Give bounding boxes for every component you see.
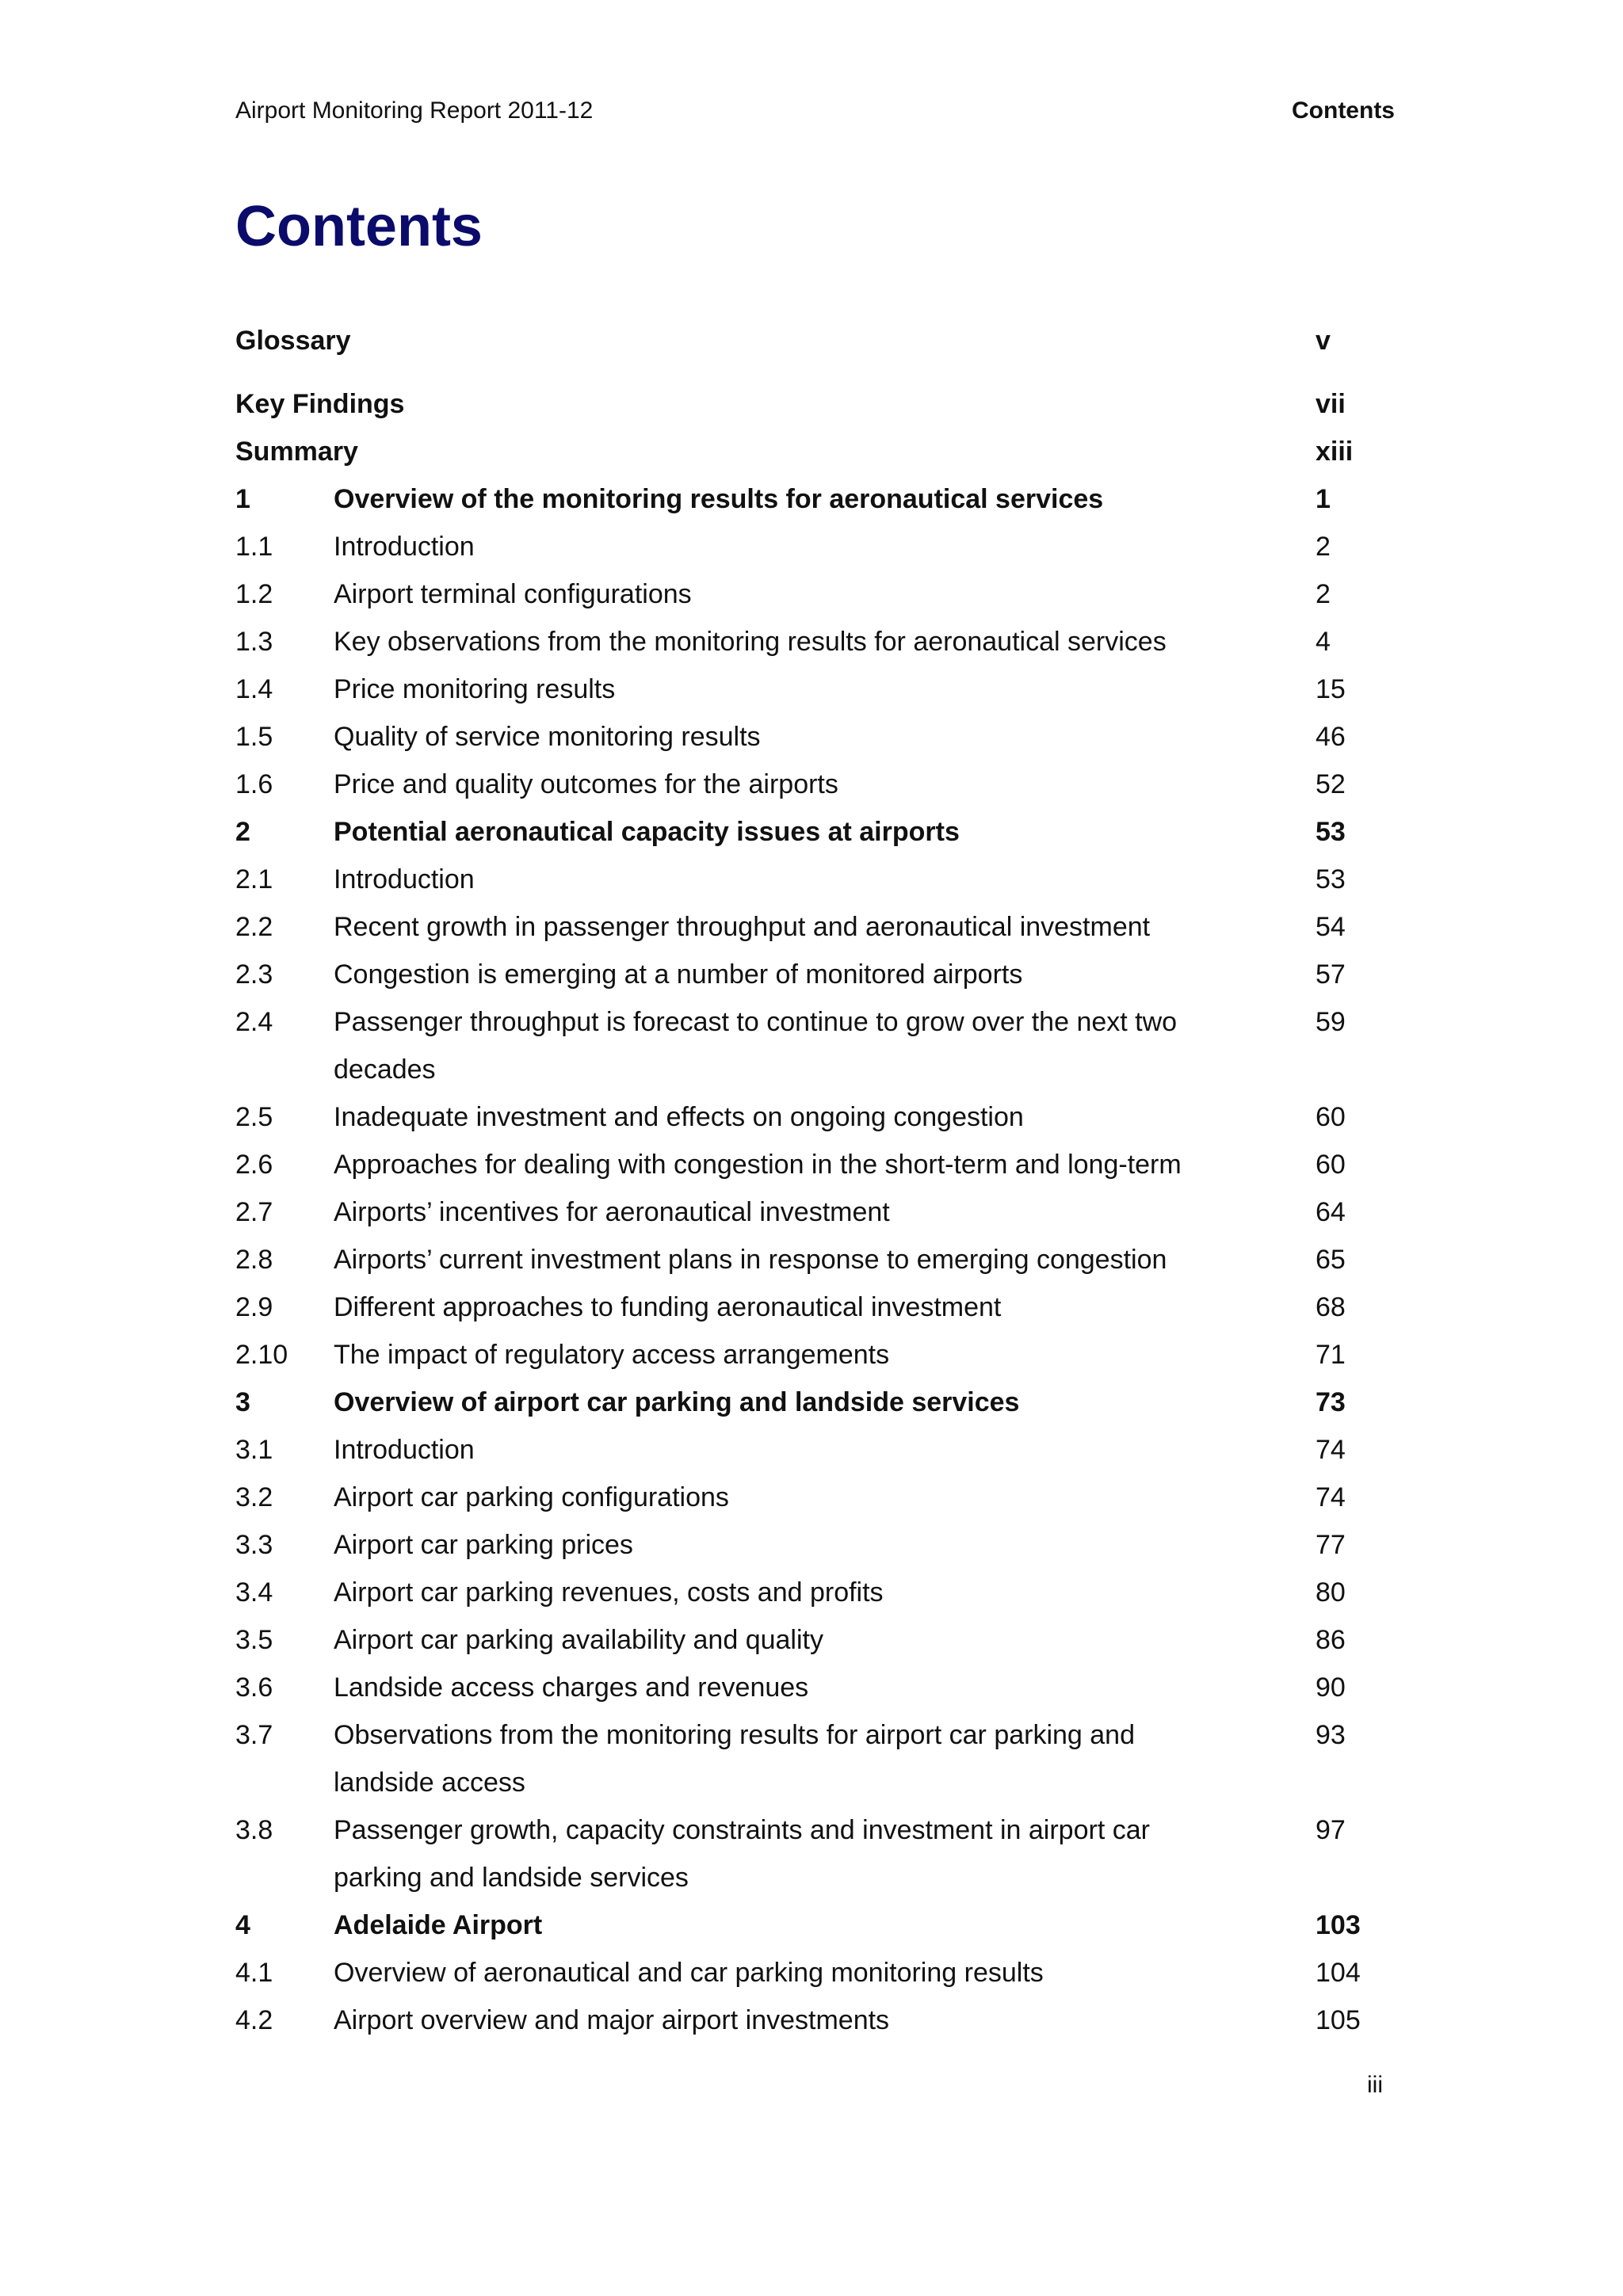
toc-entry-page: 1	[1316, 484, 1331, 514]
toc-entry-page: 71	[1316, 1340, 1346, 1370]
toc-entry[interactable]	[235, 761, 1395, 808]
toc-entry-title: Recent growth in passenger throughput and aeronautical investment	[334, 912, 1151, 942]
toc-entry-title: Airports’ current investment plans in response to emerging congestion	[334, 1245, 1167, 1275]
toc-entry-number: 2.10	[235, 1340, 288, 1370]
toc-entry-title: The impact of regulatory access arrangements	[334, 1340, 890, 1370]
toc-entry-title: Overview of airport car parking and landside services	[334, 1387, 1020, 1417]
toc-entry-title: Price and quality outcomes for the airports	[334, 769, 838, 799]
toc-entry-title: Airport car parking prices	[334, 1530, 633, 1560]
toc-entry[interactable]	[235, 317, 1395, 364]
toc-entry-page: 93	[1316, 1720, 1346, 1750]
toc-entry[interactable]	[235, 1521, 1395, 1569]
toc-entry-number: 3.7	[235, 1720, 273, 1750]
toc-entry-number: 1.2	[235, 579, 273, 609]
toc-entry-page: v	[1316, 326, 1331, 356]
toc-entry-page: 2	[1316, 532, 1331, 562]
toc-entry[interactable]	[235, 1283, 1395, 1331]
toc-entry-page: 77	[1316, 1530, 1346, 1560]
toc-entry[interactable]	[235, 1569, 1395, 1616]
toc-entry-number: 2.3	[235, 959, 273, 990]
toc-entry-number: 2.4	[235, 1007, 273, 1037]
toc-entry[interactable]	[235, 666, 1395, 713]
toc-entry-title: Introduction	[334, 864, 475, 894]
toc-entry-title: Approaches for dealing with congestion in the short-term and long-term	[334, 1150, 1182, 1180]
toc-entry-title: Price monitoring results	[334, 674, 616, 704]
toc-entry-number: 2.8	[235, 1245, 273, 1275]
page-title: Contents	[235, 195, 483, 258]
toc-entry[interactable]	[235, 475, 1395, 523]
toc-entry-page: 54	[1316, 912, 1346, 942]
toc-entry-number: 2.5	[235, 1102, 273, 1132]
toc-entry[interactable]	[235, 1141, 1395, 1188]
toc-entry-title: Airport terminal configurations	[334, 579, 692, 609]
toc-entry-number: 2.9	[235, 1292, 273, 1322]
toc-entry-page: 60	[1316, 1150, 1346, 1180]
toc-entry-page: 60	[1316, 1102, 1346, 1132]
toc-entry-number: 1.1	[235, 532, 273, 562]
toc-entry-page: 53	[1316, 817, 1346, 847]
toc-entry[interactable]	[235, 903, 1395, 951]
toc-entry-page: 64	[1316, 1197, 1346, 1227]
toc-entry-number: 2.6	[235, 1150, 273, 1180]
toc-entry-page: 15	[1316, 674, 1346, 704]
toc-entry-number: 3.8	[235, 1815, 273, 1845]
toc-entry-title: Landside access charges and revenues	[334, 1672, 809, 1703]
toc-entry-title: Glossary	[235, 326, 351, 356]
toc-entry-page: 97	[1316, 1815, 1346, 1845]
toc-entry[interactable]	[235, 380, 1395, 428]
toc-entry[interactable]	[235, 808, 1395, 856]
toc-entry-title: Introduction	[334, 532, 475, 562]
toc-entry-page: 65	[1316, 1245, 1346, 1275]
toc-entry-page: 53	[1316, 864, 1346, 894]
toc-entry-number: 2.2	[235, 912, 273, 942]
toc-entry-page: 74	[1316, 1482, 1346, 1512]
toc-entry-page: 59	[1316, 1007, 1346, 1037]
toc-entry-title: Summary	[235, 437, 358, 467]
toc-entry-title: Potential aeronautical capacity issues at airports	[334, 817, 960, 847]
toc-entry[interactable]	[235, 1379, 1395, 1426]
table-of-contents	[235, 317, 1395, 2044]
toc-entry-number: 1	[235, 484, 250, 514]
toc-entry[interactable]	[235, 1806, 1395, 1901]
toc-entry-title: Passenger throughput is forecast to continue to grow over the next two decades	[334, 1007, 1178, 1085]
toc-entry-title: Overview of the monitoring results for aeronautical services	[334, 484, 1104, 514]
toc-entry-number: 1.3	[235, 627, 273, 657]
toc-entry-page: 86	[1316, 1625, 1346, 1655]
toc-entry[interactable]	[235, 1901, 1395, 1949]
toc-entry[interactable]	[235, 1188, 1395, 1236]
toc-entry-number: 4.1	[235, 1958, 273, 1988]
toc-entry[interactable]	[235, 1616, 1395, 1664]
toc-entry[interactable]	[235, 523, 1395, 570]
toc-entry-number: 1.6	[235, 769, 273, 799]
toc-entry-page: 80	[1316, 1577, 1346, 1608]
toc-entry[interactable]	[235, 1474, 1395, 1521]
toc-entry[interactable]	[235, 713, 1395, 761]
toc-entry-title: Key observations from the monitoring results for aeronautical services	[334, 627, 1167, 657]
toc-entry-title: Airport car parking availability and quality	[334, 1625, 823, 1655]
toc-entry-title: Observations from the monitoring results for airport car parking and landside access	[334, 1720, 1136, 1798]
toc-entry-title: Adelaide Airport	[334, 1910, 543, 1940]
page-number: iii	[1367, 2072, 1383, 2098]
running-header	[235, 93, 1395, 128]
toc-entry-title: Passenger growth, capacity constraints and investment in airport car parking and landside services	[334, 1815, 1150, 1893]
toc-entry-number: 3.6	[235, 1672, 273, 1703]
report-title: Airport Monitoring Report 2011-12	[235, 97, 594, 124]
toc-entry-title: Airport overview and major airport investments	[334, 2005, 890, 2035]
toc-entry-number: 3.5	[235, 1625, 273, 1655]
toc-entry[interactable]	[235, 1997, 1395, 2044]
toc-entry-title: Airports’ incentives for aeronautical investment	[334, 1197, 890, 1227]
toc-entry-number: 3.4	[235, 1577, 273, 1608]
toc-entry-page: 73	[1316, 1387, 1346, 1417]
toc-entry-number: 4.2	[235, 2005, 273, 2035]
toc-entry-title: Different approaches to funding aeronautical investment	[334, 1292, 1002, 1322]
toc-entry-number: 3.3	[235, 1530, 273, 1560]
toc-entry-title: Airport car parking configurations	[334, 1482, 729, 1512]
toc-entry-page: vii	[1316, 389, 1346, 419]
toc-entry-number: 2.1	[235, 864, 273, 894]
toc-entry[interactable]	[235, 570, 1395, 618]
toc-entry-page: 46	[1316, 722, 1346, 752]
toc-entry-number: 2.7	[235, 1197, 273, 1227]
toc-entry-number: 4	[235, 1910, 250, 1940]
toc-entry-number: 1.4	[235, 674, 273, 704]
toc-entry-page: 90	[1316, 1672, 1346, 1703]
toc-entry[interactable]	[235, 1331, 1395, 1379]
toc-entry[interactable]	[235, 428, 1395, 475]
toc-entry[interactable]	[235, 998, 1395, 1093]
toc-entry-number: 3.1	[235, 1435, 273, 1465]
toc-entry-page: 68	[1316, 1292, 1346, 1322]
toc-entry-title: Key Findings	[235, 389, 405, 419]
toc-entry-page: 103	[1316, 1910, 1361, 1940]
header-section-label: Contents	[1292, 97, 1395, 124]
toc-entry-number: 1.5	[235, 722, 273, 752]
toc-entry-title: Quality of service monitoring results	[334, 722, 761, 752]
toc-entry[interactable]	[235, 1711, 1395, 1806]
toc-entry[interactable]	[235, 1664, 1395, 1711]
toc-entry[interactable]	[235, 1236, 1395, 1283]
toc-entry-page: 57	[1316, 959, 1346, 990]
toc-entry[interactable]	[235, 951, 1395, 998]
toc-entry[interactable]	[235, 856, 1395, 903]
toc-entry[interactable]	[235, 1093, 1395, 1141]
toc-entry-title: Introduction	[334, 1435, 475, 1465]
toc-entry-page: xiii	[1316, 437, 1354, 467]
toc-entry-title: Overview of aeronautical and car parking monitoring results	[334, 1958, 1044, 1988]
toc-entry[interactable]	[235, 1426, 1395, 1474]
toc-entry-page: 4	[1316, 627, 1331, 657]
toc-entry[interactable]	[235, 618, 1395, 666]
toc-entry-title: Airport car parking revenues, costs and profits	[334, 1577, 884, 1608]
toc-entry-title: Congestion is emerging at a number of monitored airports	[334, 959, 1023, 990]
toc-entry-number: 3	[235, 1387, 250, 1417]
toc-entry-number: 2	[235, 817, 250, 847]
toc-entry-page: 104	[1316, 1958, 1361, 1988]
toc-entry-number: 3.2	[235, 1482, 273, 1512]
toc-entry[interactable]	[235, 1949, 1395, 1997]
toc-entry-title: Inadequate investment and effects on ongoing congestion	[334, 1102, 1024, 1132]
toc-entry-page: 105	[1316, 2005, 1361, 2035]
toc-entry-page: 52	[1316, 769, 1346, 799]
toc-entry-page: 2	[1316, 579, 1331, 609]
toc-entry-page: 74	[1316, 1435, 1346, 1465]
